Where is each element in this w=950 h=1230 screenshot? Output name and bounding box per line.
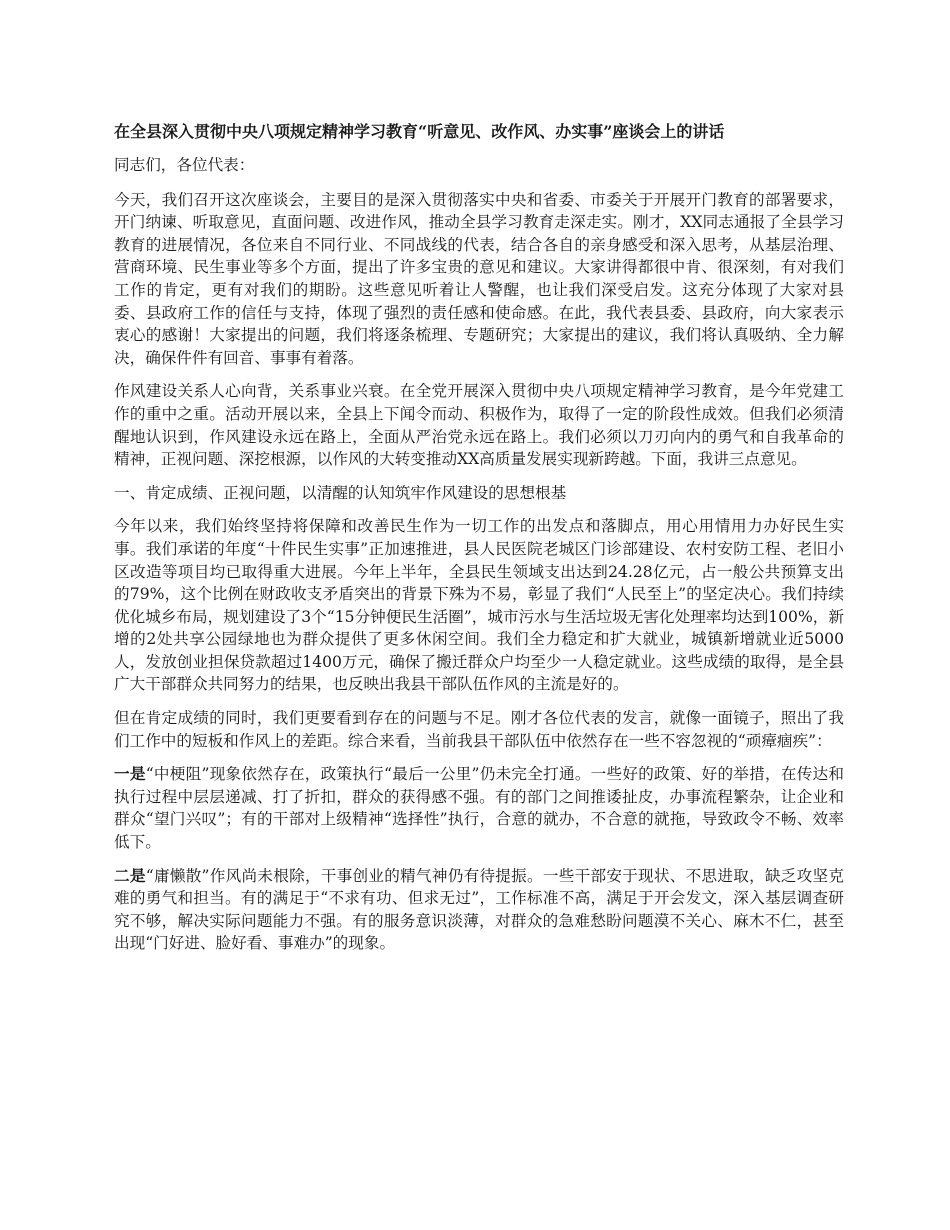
- paragraph-text: 作风建设关系人心向背，关系事业兴衰。在全党开展深入贯彻中央八项规定精神学习教育，是今年党建工作的重中之重。活动开展以来，全县上下闻令而动、积极作为，取得了一定的阶段性成效。但我们必须清醒地认识到，作风建设永远在路上，全面从严治党永远在路上。我们必须以刀刃向内的勇气和自我革命的精神，正视问题、深挖根源，以作风的大转变推动XX高质量发展实现新跨越。下面，我讲三点意见。: [114, 382, 844, 469]
- paragraph-text: 今天，我们召开这次座谈会，主要目的是深入贯彻落实中央和省委、市委关于开展开门教育的部署要求，开门纳谏、听取意见，直面问题、改进作风，推动全县学习教育走深走实。刚才，XX同志通报了全县学习教育的进展情况，各位来自不同行业、不同战线的代表，结合各自的亲身感受和深入思考，从基层治理、营商环境、民生事业等多个方面，提出了许多宝贵的意见和建议。大家讲得都很中肯、很深刻，有对我们工作的肯定，更有对我们的期盼。这些意见听着让人警醒，也让我们深受启发。这充分体现了大家对县委、县政府工作的信任与支持，体现了强烈的责任感和使命感。在此，我代表县委、县政府，向大家表示衷心的感谢！大家提出的问题，我们将逐条梳理、专题研究；大家提出的建议，我们将认真吸纳、全力解决，确保件件有回音、事事有着落。: [114, 190, 844, 367]
- salutation: 同志们，各位代表：: [114, 156, 255, 174]
- section-heading-text: 一、肯定成绩、正视问题，以清醒的认知筑牢作风建设的思想根基: [114, 483, 567, 502]
- paragraph-text: 今年以来，我们始终坚持将保障和改善民生作为一切工作的出发点和落脚点，用心用情用力办好民生实事。我们承诺的年度“十件民生实事”正加速推进，县人民医院老城区门诊部建设、农村安防工程、老旧小区改造等项目均已取得重大进展。今年上半年，全县民生领域支出达到24.28亿元，占一般公共预算支出的79%，这个比例在财政收支矛盾突出的背景下殊为不易，彰显了我们“人民至上”的坚定决心。我们持续优化城乡布局，规划建设了3个“15分钟便民生活圈”，城市污水与生活垃圾无害化处理率均达到100%，新增的2处共享公园绿地也为群众提供了更多休闲空间。我们全力稳定和扩大就业，城镇新增就业近5000人，发放创业担保贷款超过1400万元，确保了搬迁群众户均至少一人稳定就业。这些成绩的取得，是全县广大干部群众共同努力的结果，也反映出我县干部队伍作风的主流是好的。: [114, 517, 844, 694]
- paragraph-context: [114, 380, 844, 470]
- paragraph-problems-intro: [114, 707, 844, 752]
- paragraph-problem-2: [114, 865, 844, 955]
- paragraph-text: “中梗阻”现象依然存在，政策执行“最后一公里”仍未完全打通。一些好的政策、好的举措，在传达和执行过程中层层递减、打了折扣，群众的获得感不强。有的部门之间推诿扯皮，办事流程繁杂，让企业和群众“望门兴叹”；有的干部对上级精神“选择性”执行，合意的就办，不合意的就拖，导致政令不畅、效率低下。: [114, 765, 844, 852]
- paragraph-problem-1: [114, 763, 844, 853]
- paragraph-opening: [114, 189, 844, 370]
- section-heading-1: [114, 482, 844, 505]
- problem-lead-label: 一是: [114, 764, 146, 784]
- document-page: [114, 120, 844, 966]
- document-title: 在全县深入贯彻中央八项规定精神学习教育“听意见、改作风、办实事”座谈会上的讲话: [114, 122, 725, 141]
- paragraph-text: “庸懒散”作风尚未根除，干事创业的精气神仍有待提振。一些干部安于现状、不思进取，缺乏攻坚克难的勇气和担当。有的满足于“不求有功、但求无过”，工作标准不高，满足于开会发文，深入基层调查研究不够，解决实际问题能力不强。有的服务意识淡薄，对群众的急难愁盼问题漠不关心、麻木不仁，甚至出现“门好进、脸好看、事难办”的现象。: [114, 866, 844, 953]
- paragraph-achievements: [114, 515, 844, 696]
- paragraph-text: 但在肯定成绩的同时，我们更要看到存在的问题与不足。刚才各位代表的发言，就像一面镜子，照出了我们工作中的短板和作风上的差距。综合来看，当前我县干部队伍中依然存在一些不容忽视的“顽瘴痼疾”：: [114, 709, 844, 750]
- problem-lead-label: 二是: [114, 865, 146, 885]
